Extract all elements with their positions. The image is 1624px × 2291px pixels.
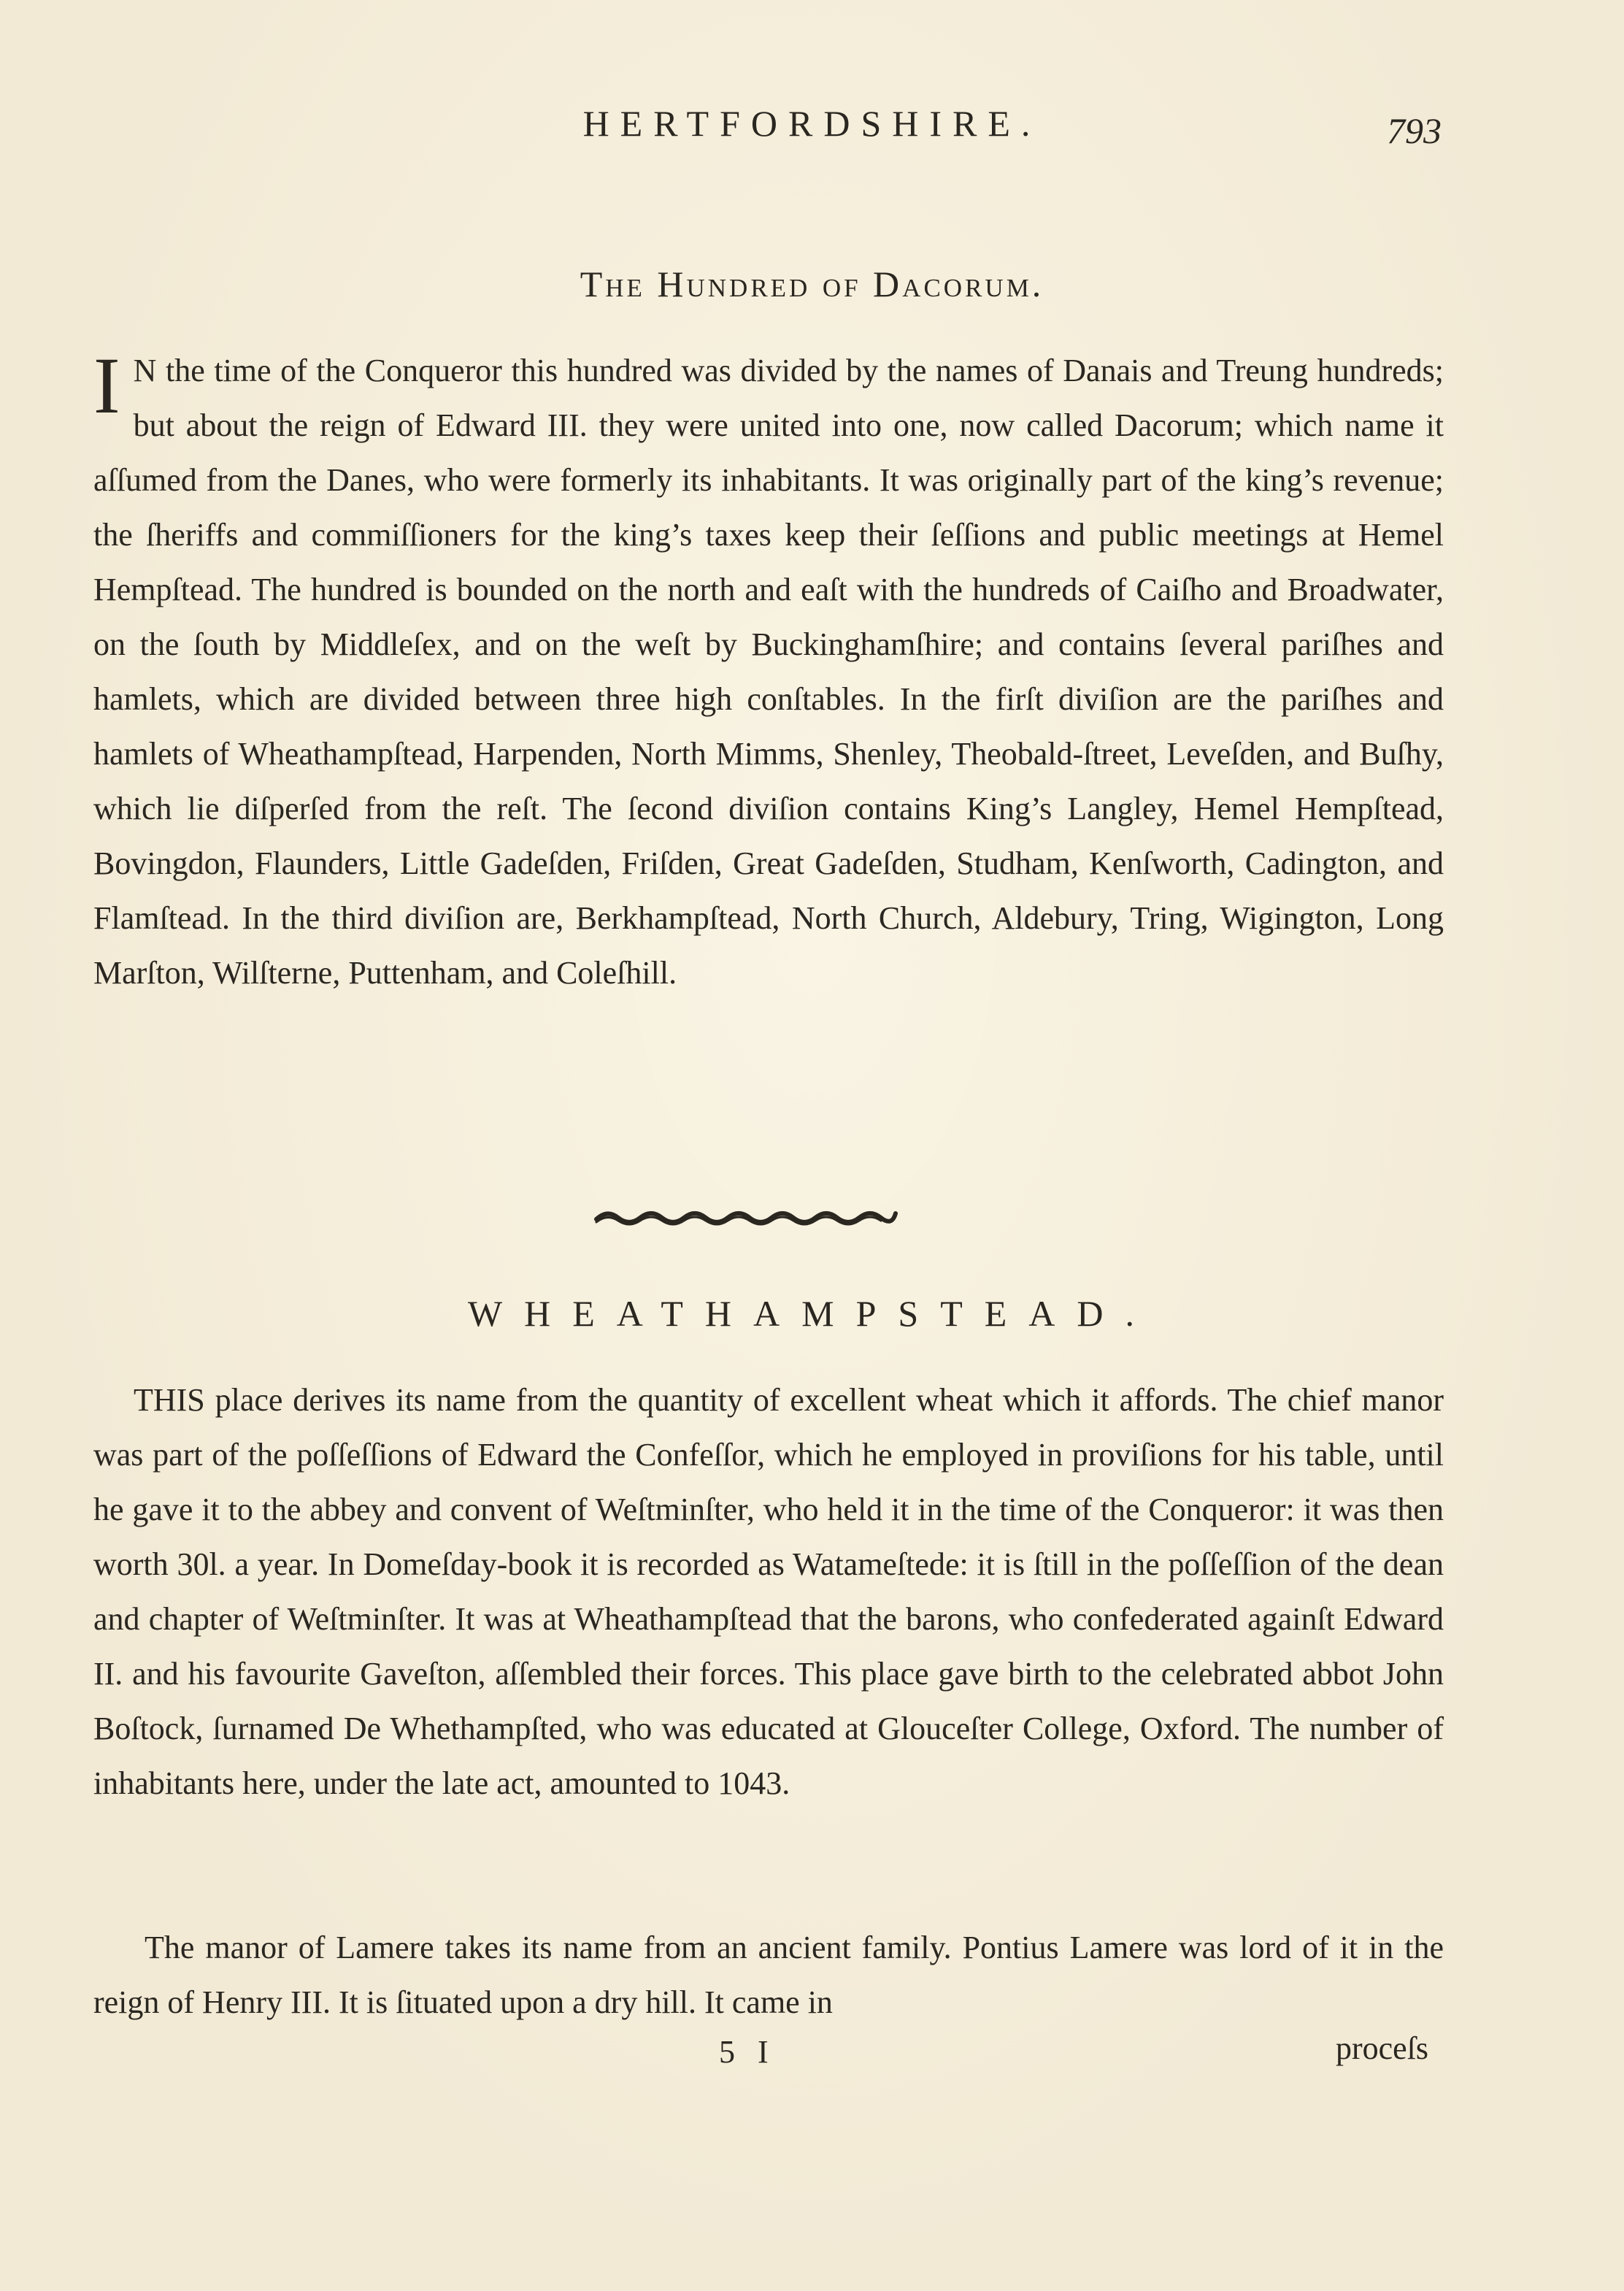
wave-ornament-divider [593,1203,899,1228]
dacorum-paragraph [93,343,1444,1000]
catchword: proceſs [1336,2030,1429,2066]
running-head: HERTFORDSHIRE. [582,103,1042,144]
wheathampstead-paragraph-1: THIS place derives its name from the quantity of excellent wheat which it affords. The chief manor was part of the poſſeſſions of Edward the Confeſſor, which he employed in proviſions for his table, until he gave it to the abbey and convent of Weſtminſter, who held it in the time of the Conqueror: it was then worth 30l. a year. In Domeſday-book it is recorded as Watameſtede: it is ſtill in the poſſeſſion of the dean and chapter of Weſtminſter. It was at Wheathampſtead that the barons, who confederated againſt Edward II. and his favourite Gaveſton, aſſembled their forces. This place gave birth to the celebrated abbot John Boſtock, ſurnamed De Whethampſted, who was educated at Glouceſter College, Oxford. The number of inhabitants here, under the late act, amounted to 1043. [93,1382,1444,1801]
place-title: WHEATHAMPSTEAD. [467,1293,1157,1334]
signature-mark: 5 I [719,2034,776,2070]
section-title: The Hundred of Dacorum. [580,264,1044,304]
page-number: 793 [1387,110,1442,151]
dacorum-paragraph-text: N the time of the Conqueror this hundred was divided by the names of Danais and Treung hundreds; but about the reign of Edward III. they were united into one, now called Dacorum; which name it aſſumed from the Danes, who were formerly its inhabitants. It was originally part of the king’s revenue; the ſheriffs and commiſſioners for the king’s taxes keep their ſeſſions and public meetings at Hemel Hempſtead. The hundred is bounded on the north and eaſt with the hundreds of Caiſho and Broadwater, on the ſouth by Middleſex, and on the weſt by Buckinghamſhire; and contains ſeveral pariſhes and hamlets, which are divided between three high conſtables. In the firſt diviſion are the pariſhes and hamlets of Wheathampſtead, Harpenden, North Mimms, Shenley, Theobald-ſtreet, Leveſden, and Buſhy, which lie diſperſed from the reſt. The ſecond diviſion contains King’s Langley, Hemel Hempſtead, Bovingdon, Flaunders, Little Gadeſden, Friſden, Great Gadeſden, Studham, Kenſworth, Cadington, and Flamſtead. In the third diviſion are, Berkhampſtead, North Church, Aldebury, Tring, Wigington, Long Marſton, Wilſterne, Puttenham, and Coleſhill. [93,353,1444,991]
wheathampstead-paragraph-2: The manor of Lamere takes its name from an ancient family. Pontius Lamere was lord of it in the reign of Henry III. It is ſituated upon a dry hill. It came in [93,1930,1444,2020]
drop-cap: I [93,341,120,430]
